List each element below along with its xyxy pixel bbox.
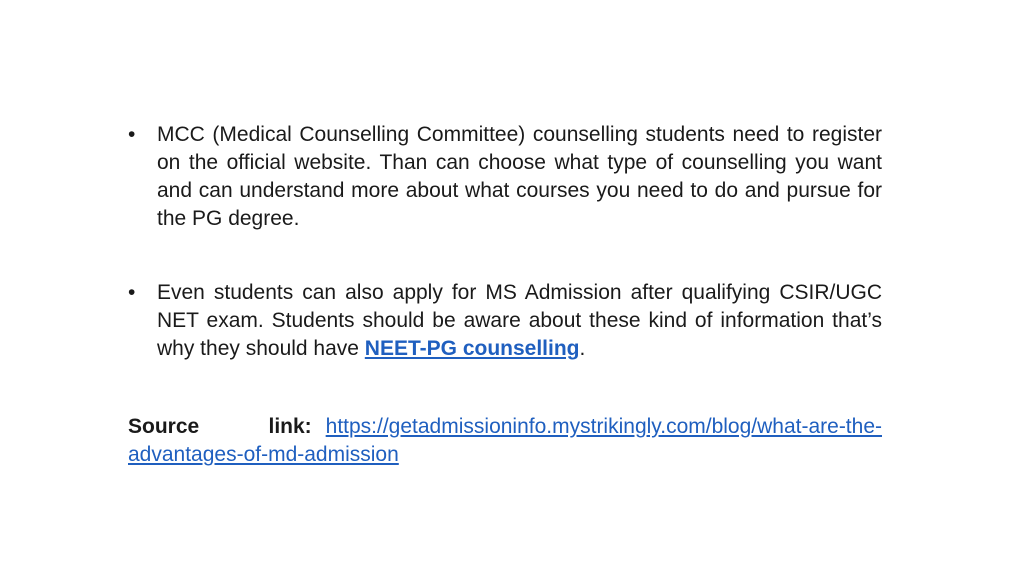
- source-line: [128, 413, 882, 469]
- bullet-list: [128, 121, 882, 363]
- source-label: Source link:: [128, 415, 312, 438]
- bullet-item-mcc: [128, 121, 882, 233]
- bullet-marker: •: [128, 123, 136, 146]
- bullet-item-ms-admission: [128, 279, 882, 363]
- source-url-link[interactable]: https://getadmissioninfo.mystrikingly.com/blog/what-are-the-advantages-of-md-admission: [128, 415, 882, 466]
- neet-pg-counselling-link[interactable]: NEET-PG counselling: [364, 337, 580, 360]
- bullet-text: Even students can also apply for MS Admission after qualifying CSIR/UGC NET exam. Students should be aware about these kind of information that’s why they should have: [157, 281, 882, 360]
- bullet-marker: •: [128, 281, 136, 304]
- bullet-text-end: .: [579, 337, 586, 360]
- bullet-text: MCC (Medical Counselling Committee) counselling students need to register on the official website. Than can choose what type of counselling you want and can understand more about what courses you need to do and pursue for the PG degree.: [157, 123, 882, 230]
